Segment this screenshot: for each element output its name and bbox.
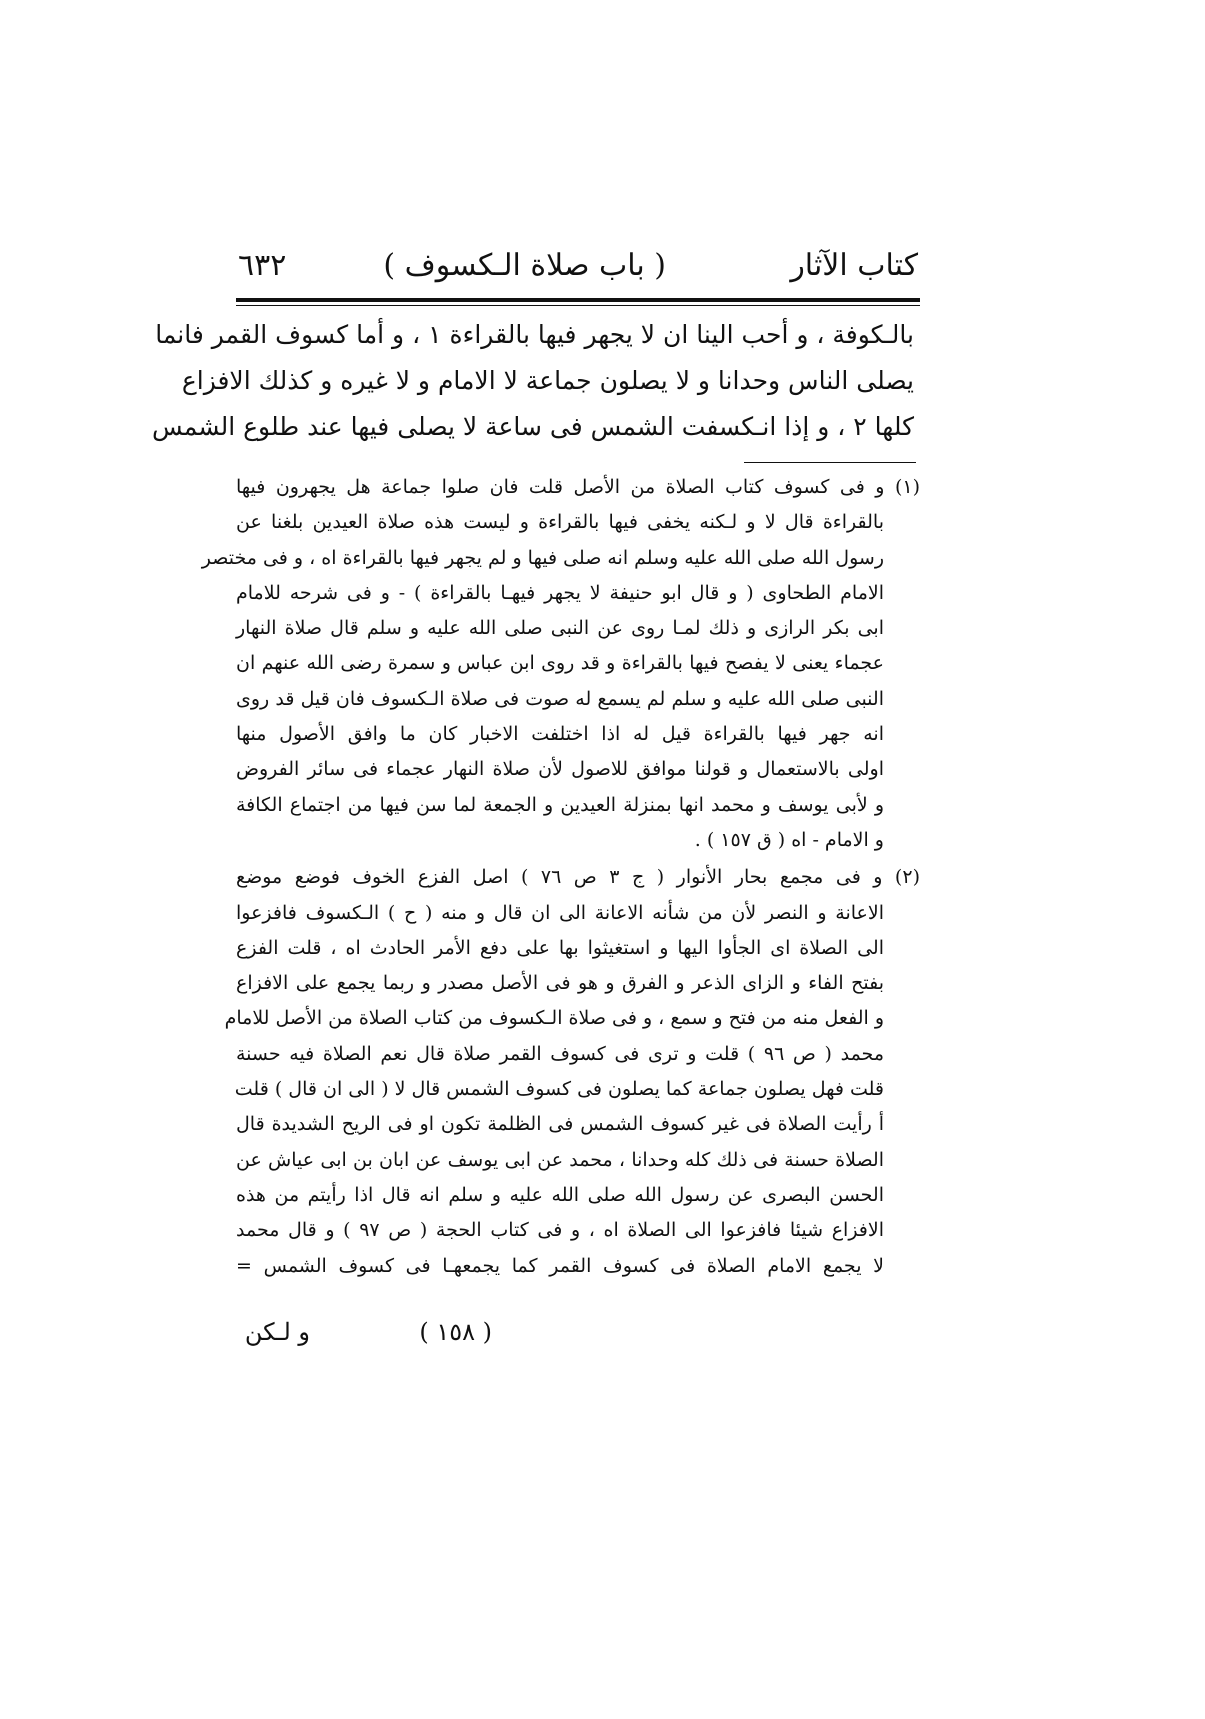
footnote-line: انه جهر فيها بالقراءة قيل له اذا اختلفت الاخبار كان ما وافق الأصول منها xyxy=(236,723,884,746)
footnote-line: رسول الله صلى الله عليه وسلم انه صلى فيها و لم يجهر فيها بالقراءة اه ، و فى مختصر xyxy=(201,546,884,569)
sheet-number: ( ١٥٨ ) xyxy=(419,1318,492,1346)
footnote-line: و الامام - اه ( ق ١٥٧ ) . xyxy=(694,828,884,851)
footnotes xyxy=(201,470,920,1284)
main-text xyxy=(152,312,914,450)
footnote-line: (١) و فى كسوف كتاب الصلاة من الأصل قلت فان صلوا جماعة هل يجهرون فيها xyxy=(236,476,920,498)
page-header xyxy=(238,248,918,298)
header-rule xyxy=(236,298,920,302)
footnote-line: النبى صلى الله عليه و سلم لم يسمع له صوت فى صلاة الـكسوف فان قيل قد روى xyxy=(236,687,884,710)
main-text-line: كلها ٢ ، و إذا انـكسفت الشمس فى ساعة لا يصلى فيها عند طلوع الشمس xyxy=(152,412,914,441)
catchword: و لـكن xyxy=(244,1318,310,1346)
footnote-line: قلت فهل يصلون جماعة كما يصلون فى كسوف الشمس قال لا ( الى ان قال ) قلت xyxy=(234,1078,884,1101)
footnote-2 xyxy=(224,860,920,1284)
footnote-line: ابى بكر الرازى و ذلك لمـا روى عن النبى صلى الله عليه و سلم قال صلاة النهار xyxy=(236,617,884,640)
book-title: كتاب الآثار xyxy=(790,248,918,283)
footnote-line: الافزاع شيئا فافزعوا الى الصلاة اه ، و فى كتاب الحجة ( ص ٩٧ ) و قال محمد xyxy=(236,1219,884,1242)
footnote-line: أ رأيت الصلاة فى غير كسوف الشمس فى الظلمة تكون او فى الريح الشديدة قال xyxy=(236,1113,884,1136)
footnote-line: الاعانة و النصر لأن من شأنه الاعانة الى ان قال و منه ( ح ) الـكسوف فافزعوا xyxy=(236,901,884,924)
main-text-line: يصلى الناس وحدانا و لا يصلون جماعة لا الامام و لا غيره و كذلك الافزاع xyxy=(181,366,914,395)
footnote-line: الحسن البصرى عن رسول الله صلى الله عليه و سلم انه قال اذا رأيتم من هذه xyxy=(236,1183,884,1206)
footnote-1 xyxy=(201,470,920,858)
footnote-line: و الفعل منه من فتح و سمع ، و فى صلاة الـكسوف من كتاب الصلاة من الأصل للامام xyxy=(224,1007,884,1030)
footnote-line: بفتح الفاء و الزاى الذعر و الفرق و هو فى الأصل مصدر و ربما يجمع على الافزاع xyxy=(236,972,884,995)
page-footer xyxy=(236,1318,920,1358)
footnote-line: اولى بالاستعمال و قولنا موافق للاصول لأن صلاة النهار عجماء فى سائر الفروض xyxy=(236,758,884,781)
footnote-separator xyxy=(744,462,916,463)
main-text-line: بالـكوفة ، و أحب الينا ان لا يجهر فيها بالقراءة ١ ، و أما كسوف القمر فانما xyxy=(155,320,914,349)
footnote-line: الى الصلاة اى الجأوا اليها و استغيثوا بها على دفع الأمر الحادث اه ، قلت الفزع xyxy=(236,936,884,959)
footnote-line: الصلاة حسنة فى ذلك كله وحدانا ، محمد عن ابى يوسف عن ابان بن ابى عياش عن xyxy=(236,1148,884,1171)
page-number: ٦٣٢ xyxy=(238,248,287,283)
footnote-line: عجماء يعنى لا يفصح فيها بالقراءة و قد روى ابن عباس و سمرة رضى الله عنهم ان xyxy=(236,652,884,675)
footnote-line: بالقراءة قال لا و لـكنه يخفى فيها بالقراءة و ليست هذه صلاة العيدين بلغنا عن xyxy=(236,511,884,534)
header-rule-thin xyxy=(236,305,920,306)
footnote-line: (٢) و فى مجمع بحار الأنوار ( ج ٣ ص ٧٦ ) اصل الفزع الخوف فوضع موضع xyxy=(236,866,920,889)
footnote-line: و لأبى يوسف و محمد انها بمنزلة العيدين و الجمعة لما سن فيها من اجتماع الكافة xyxy=(236,793,884,816)
footnote-line: لا يجمع الامام الصلاة فى كسوف القمر كما يجمعهـا فى كسوف الشمس = xyxy=(236,1254,884,1277)
footnote-line: الامام الطحاوى ( و قال ابو حنيفة لا يجهر فيهـا بالقراءة ) - و فى شرحه للامام xyxy=(236,581,884,604)
chapter-title: ( باب صلاة الـكسوف ) xyxy=(383,248,666,283)
footnote-line: محمد ( ص ٩٦ ) قلت و ترى فى كسوف القمر صلاة قال نعم الصلاة فيه حسنة xyxy=(236,1042,884,1065)
